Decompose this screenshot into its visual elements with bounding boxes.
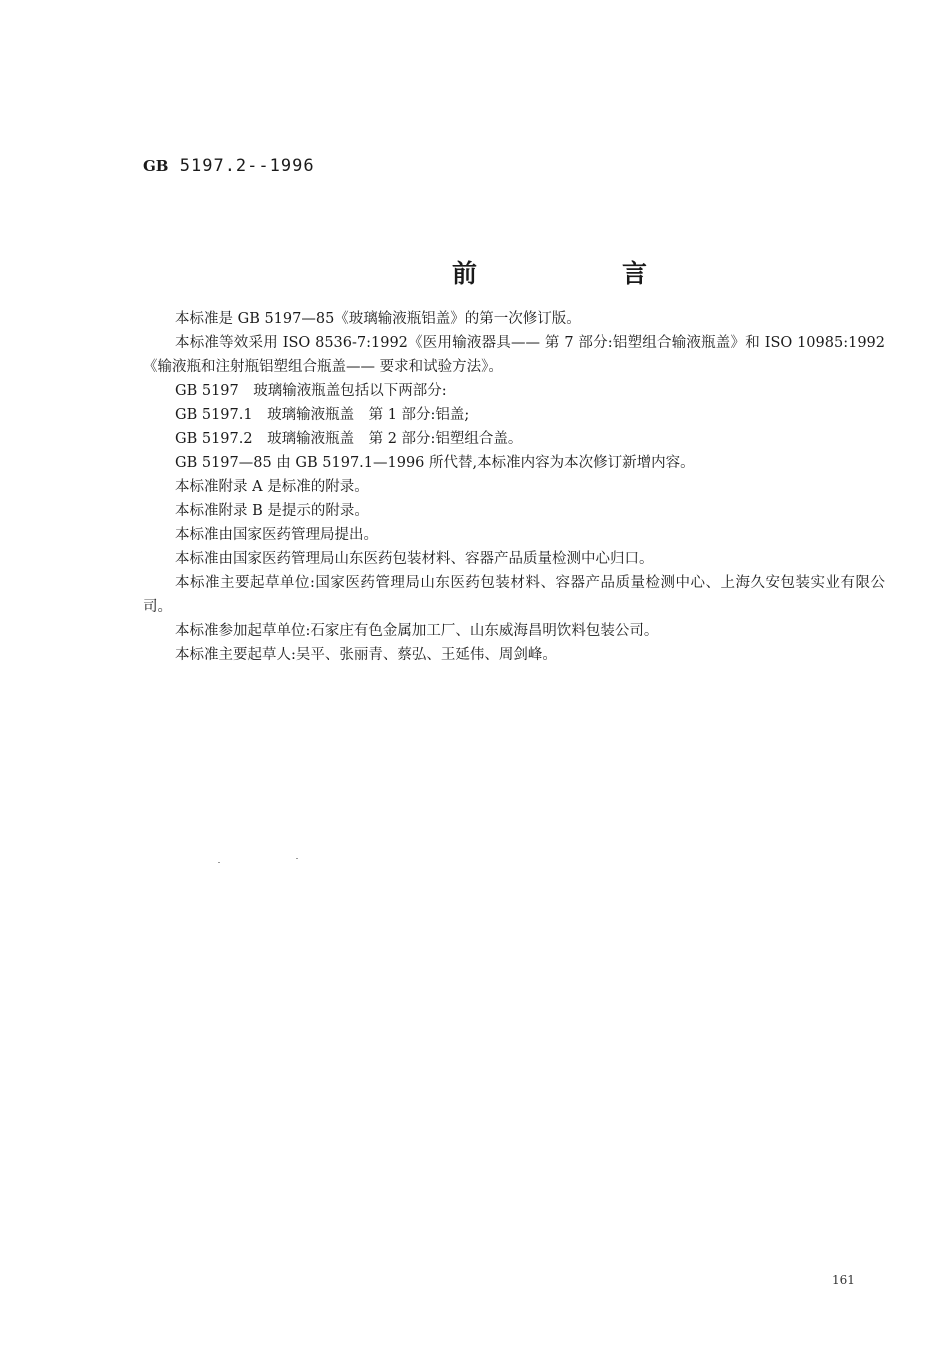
scan-speck (296, 858, 298, 859)
standard-prefix: GB (143, 157, 169, 175)
paragraph-main-drafters: 本标准主要起草单位:国家医药管理局山东医药包装材料、容器产品质量检测中心、上海久安包装实业有限公司。 (143, 575, 885, 615)
paragraph-annex-b: 本标准附录 B 是提示的附录。 (175, 503, 369, 519)
paragraph-equivalence: 本标准等效采用 ISO 8536-7:1992《医用输液器具—— 第 7 部分:铝塑组合输液瓶盖》和 ISO 10985:1992《输液瓶和注射瓶铝塑组合瓶盖—— 要求和试验方法》。 (143, 335, 885, 375)
page-title: 前 言 (452, 259, 708, 288)
paragraph-part-1: GB 5197.1 玻璃输液瓶盖 第 1 部分:铝盖; (175, 407, 470, 423)
paragraph-drafting-persons: 本标准主要起草人:吴平、张丽青、蔡弘、王延伟、周剑峰。 (175, 647, 557, 663)
document-header (143, 156, 315, 176)
paragraph-participating-drafters: 本标准参加起草单位:石家庄有色金属加工厂、山东威海昌明饮料包装公司。 (175, 623, 659, 639)
paragraph-revision: 本标准是 GB 5197—85《玻璃输液瓶铝盖》的第一次修订版。 (175, 311, 581, 327)
paragraph-replacement: GB 5197—85 由 GB 5197.1—1996 所代替,本标准内容为本次修订新增内容。 (175, 455, 695, 471)
paragraph-centralized-by: 本标准由国家医药管理局山东医药包装材料、容器产品质量检测中心归口。 (175, 551, 654, 567)
paragraph-parts-intro: GB 5197 玻璃输液瓶盖包括以下两部分: (175, 383, 447, 399)
paragraph-proposed-by: 本标准由国家医药管理局提出。 (175, 527, 378, 543)
paragraph-part-2: GB 5197.2 玻璃输液瓶盖 第 2 部分:铝塑组合盖。 (175, 431, 523, 447)
scan-speck (218, 862, 220, 863)
foreword-body (143, 307, 885, 667)
page-number: 161 (832, 1273, 855, 1287)
paragraph-annex-a: 本标准附录 A 是标准的附录。 (175, 479, 369, 495)
standard-number: 5197.2--1996 (179, 156, 315, 176)
